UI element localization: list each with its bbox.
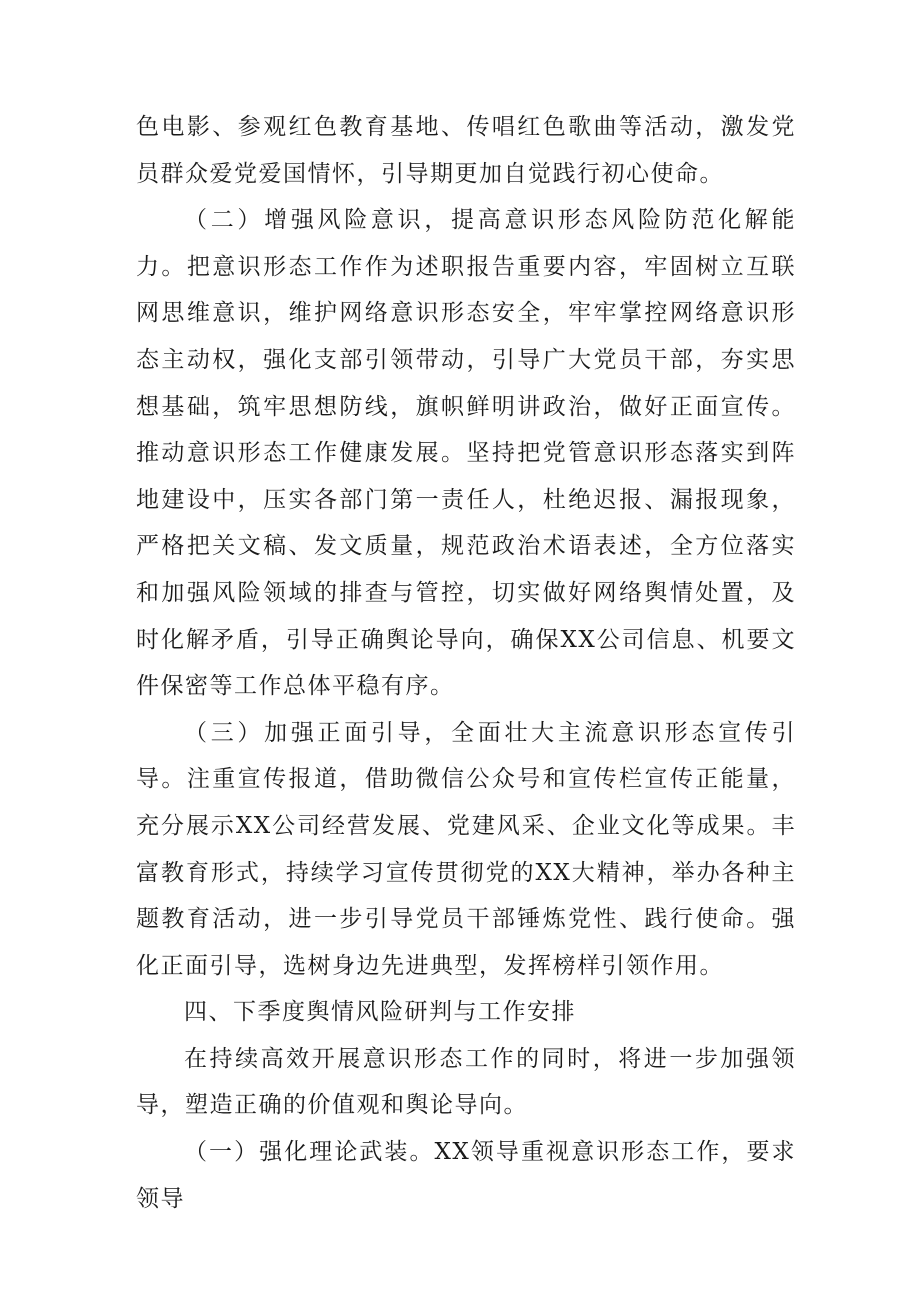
document-body: [136, 104, 796, 1222]
paragraph-section-3: （三）加强正面引导，全面壮大主流意识形态宣传引导。注重宣传报道，借助微信公众号和宣传栏宣传正能量，充分展示XX公司经营发展、党建风采、企业文化等成果。丰富教育形式，持续学习宣传贯彻党的XX大精神，举办各种主题教育活动，进一步引导党员干部锤炼党性、践行使命。强化正面引导，选树身边先进典型，发挥榜样引领作用。: [136, 719, 796, 979]
paragraph-section-4-1: （一）强化理论武装。XX领导重视意识形态工作，要求领导: [136, 1139, 796, 1212]
section-heading-4: 四、下季度舆情风险研判与工作安排: [184, 999, 576, 1026]
paragraph-continuation: 色电影、参观红色教育基地、传唱红色歌曲等活动，激发党员群众爱党爱国情怀，引导期更加自觉践行初心使命。: [136, 114, 796, 187]
paragraph-section-2: （二）增强风险意识，提高意识形态风险防范化解能力。把意识形态工作作为述职报告重要内容，牢固树立互联网思维意识，维护网络意识形态安全，牢牢掌控网络意识形态主动权，强化支部引领带动，引导广大党员干部，夯实思想基础，筑牢思想防线，旗帜鲜明讲政治，做好正面宣传。推动意识形态工作健康发展。坚持把党管意识形态落实到阵地建设中，压实各部门第一责任人，杜绝迟报、漏报现象，严格把关文稿、发文质量，规范政治术语表述，全方位落实和加强风险领域的排查与管控，切实做好网络舆情处置，及时化解矛盾，引导正确舆论导向，确保XX公司信息、机要文件保密等工作总体平稳有序。: [136, 207, 796, 700]
paragraph-intro-4: 在持续高效开展意识形态工作的同时，将进一步加强领导，塑造正确的价值观和舆论导向。: [136, 1045, 796, 1119]
